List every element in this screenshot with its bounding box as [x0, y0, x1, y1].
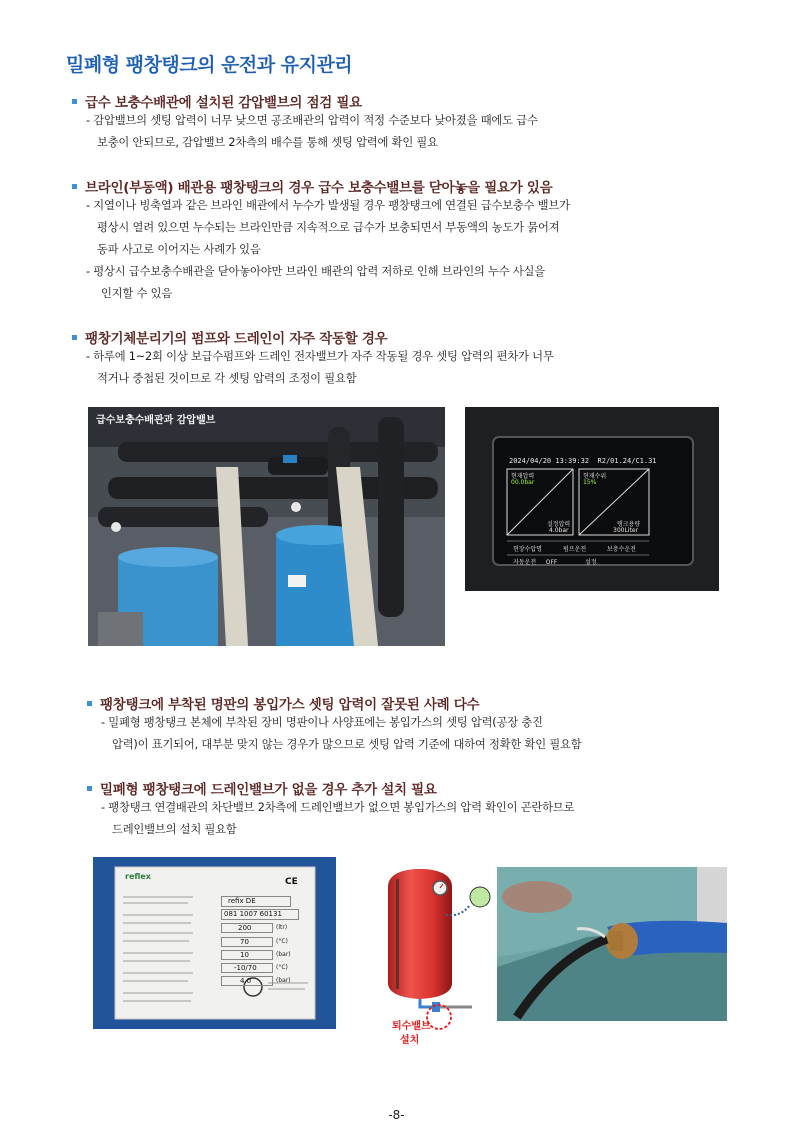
section-heading-1: 급수 보충수배관에 설치된 감압밸브의 점검 필요	[72, 91, 362, 111]
paragraph-line: 평상시 열려 있으면 누수되는 브라인만큼 지속적으로 급수가 보충되면서 부동액의 농도가 묽어져	[97, 221, 560, 234]
nameplate-pressure: 10	[221, 950, 273, 960]
nameplate-temp-range: -10/70	[221, 963, 273, 973]
nameplate-unit-c-2: (°C)	[276, 964, 288, 971]
bullet-square-icon	[72, 99, 77, 104]
nameplate-unit-bar-2: (bar)	[276, 977, 291, 984]
panel-tank-volume-value: 300Liter	[613, 527, 638, 534]
paragraph-line: 인지할 수 있음	[101, 287, 173, 300]
page-number: -8-	[388, 1108, 405, 1122]
panel-settings-button[interactable]: 설정	[585, 559, 597, 566]
nameplate-model: refix DE	[221, 896, 291, 907]
paragraph-line: 보충이 안되므로, 감압밸브 2차측의 배수를 통해 셋팅 압력에 확인 필요	[97, 136, 438, 149]
drain-valve-label-install: 설치	[400, 1035, 420, 1046]
section-heading-3: 팽창기체분리기의 펌프와 드레인이 자주 작동할 경우	[72, 327, 387, 347]
bullet-square-icon	[87, 701, 92, 706]
section-heading-2: 브라인(부동액) 배관용 팽창탱크의 경우 급수 보충수밸브를 닫아놓을 필요가 있음	[72, 176, 552, 196]
panel-current-level-value: 15%	[583, 479, 597, 486]
paragraph-line: 적거나 중첩된 것이므로 각 셋팅 압력의 조정이 필요함	[97, 372, 357, 385]
panel-datetime: 2024/04/20 13:39:32 R2/01.24/C1.31	[509, 457, 657, 465]
photo-caption: 급수보충수배관과 감압밸브	[96, 415, 216, 426]
panel-auto-button[interactable]: 자동운전 OFF	[513, 559, 558, 566]
section-heading-5: 밀폐형 팽창탱크에 드레인밸브가 없을 경우 추가 설치 필요	[87, 778, 437, 798]
panel-pump-button[interactable]: 펌프운전	[563, 546, 587, 553]
panel-current-pressure-label: 현재압력	[511, 473, 535, 480]
panel-current-level-label: 현재수위	[583, 473, 607, 480]
drain-valve-photo-graphic	[497, 867, 727, 1021]
nameplate-graphic	[93, 857, 336, 1029]
page-title: 밀폐형 팽창탱크의 운전과 유지관리	[66, 54, 353, 76]
nameplate-volume: 200	[221, 923, 273, 933]
nameplate-ce-mark: CE	[285, 877, 298, 887]
panel-level-button[interactable]: 현장수압명	[513, 546, 542, 553]
panel-set-pressure-label: 설정압력	[547, 521, 571, 528]
panel-current-pressure-value: 00.0bar	[511, 479, 535, 486]
control-panel-photo	[465, 407, 719, 591]
paragraph-line: - 감압밸브의 셋팅 압력이 너무 낮으면 공조배관의 압력이 적정 수준보다 낮아졌을 때에도 급수	[86, 114, 538, 127]
drain-valve-photo	[497, 867, 727, 1021]
drain-valve-label: 퇴수밸브	[392, 1021, 431, 1032]
nameplate-photo	[93, 857, 336, 1029]
bullet-square-icon	[87, 786, 92, 791]
paragraph-line: - 평상시 급수보충수배관을 닫아놓아야만 브라인 배관의 압력 저하로 인해 브라인의 누수 사실을	[86, 265, 545, 278]
paragraph-line: 압력)이 표기되어, 대부분 맞지 않는 경우가 많으므로 셋팅 압력 기준에 대하여 정확한 확인 필요함	[112, 738, 582, 751]
piping-photo-graphic	[88, 407, 445, 646]
paragraph-line: 드레인밸브의 설치 필요함	[112, 823, 237, 836]
paragraph-line: - 하루에 1~2회 이상 보급수펌프와 드레인 전자밸브가 자주 작동될 경우 셋팅 압력의 편차가 너무	[86, 350, 554, 363]
panel-tank-volume-label: 탱크용량	[617, 521, 641, 528]
paragraph-line: - 밀폐형 팽창탱크 본체에 부착된 장비 명판이나 사양표에는 봉입가스의 셋팅 압력(공장 충진	[101, 716, 543, 729]
nameplate-unit-c: (°C)	[276, 938, 288, 945]
paragraph-line: - 팽창탱크 연결배관의 차단밸브 2차측에 드레인밸브가 없으면 봉입가스의 압력 확인이 곤란하므로	[101, 801, 575, 814]
nameplate-unit-bar: (bar)	[276, 951, 291, 958]
paragraph-line: - 지열이나 빙축열과 같은 브라인 배관에서 누수가 발생될 경우 팽창탱크에 연결된 급수보충수 밸브가	[86, 199, 570, 212]
nameplate-temp: 70	[221, 937, 273, 947]
bullet-square-icon	[72, 335, 77, 340]
tank-diagram	[376, 857, 496, 1047]
section-heading-4: 팽창탱크에 부착된 명판의 봉입가스 셋팅 압력이 잘못된 사례 다수	[87, 693, 479, 713]
paragraph-line: 동파 사고로 이어지는 사례가 있음	[97, 243, 261, 256]
panel-supply-button[interactable]: 보충수운전	[607, 546, 636, 553]
nameplate-precharge: 4.0	[221, 976, 273, 986]
nameplate-brand: reflex	[125, 872, 151, 881]
bullet-square-icon	[72, 184, 77, 189]
panel-set-pressure-value: 4.0bar	[549, 527, 569, 534]
piping-photo	[88, 407, 445, 646]
nameplate-serial: 081 1007 60131	[221, 909, 299, 920]
nameplate-unit-l: (ltr)	[276, 924, 288, 931]
